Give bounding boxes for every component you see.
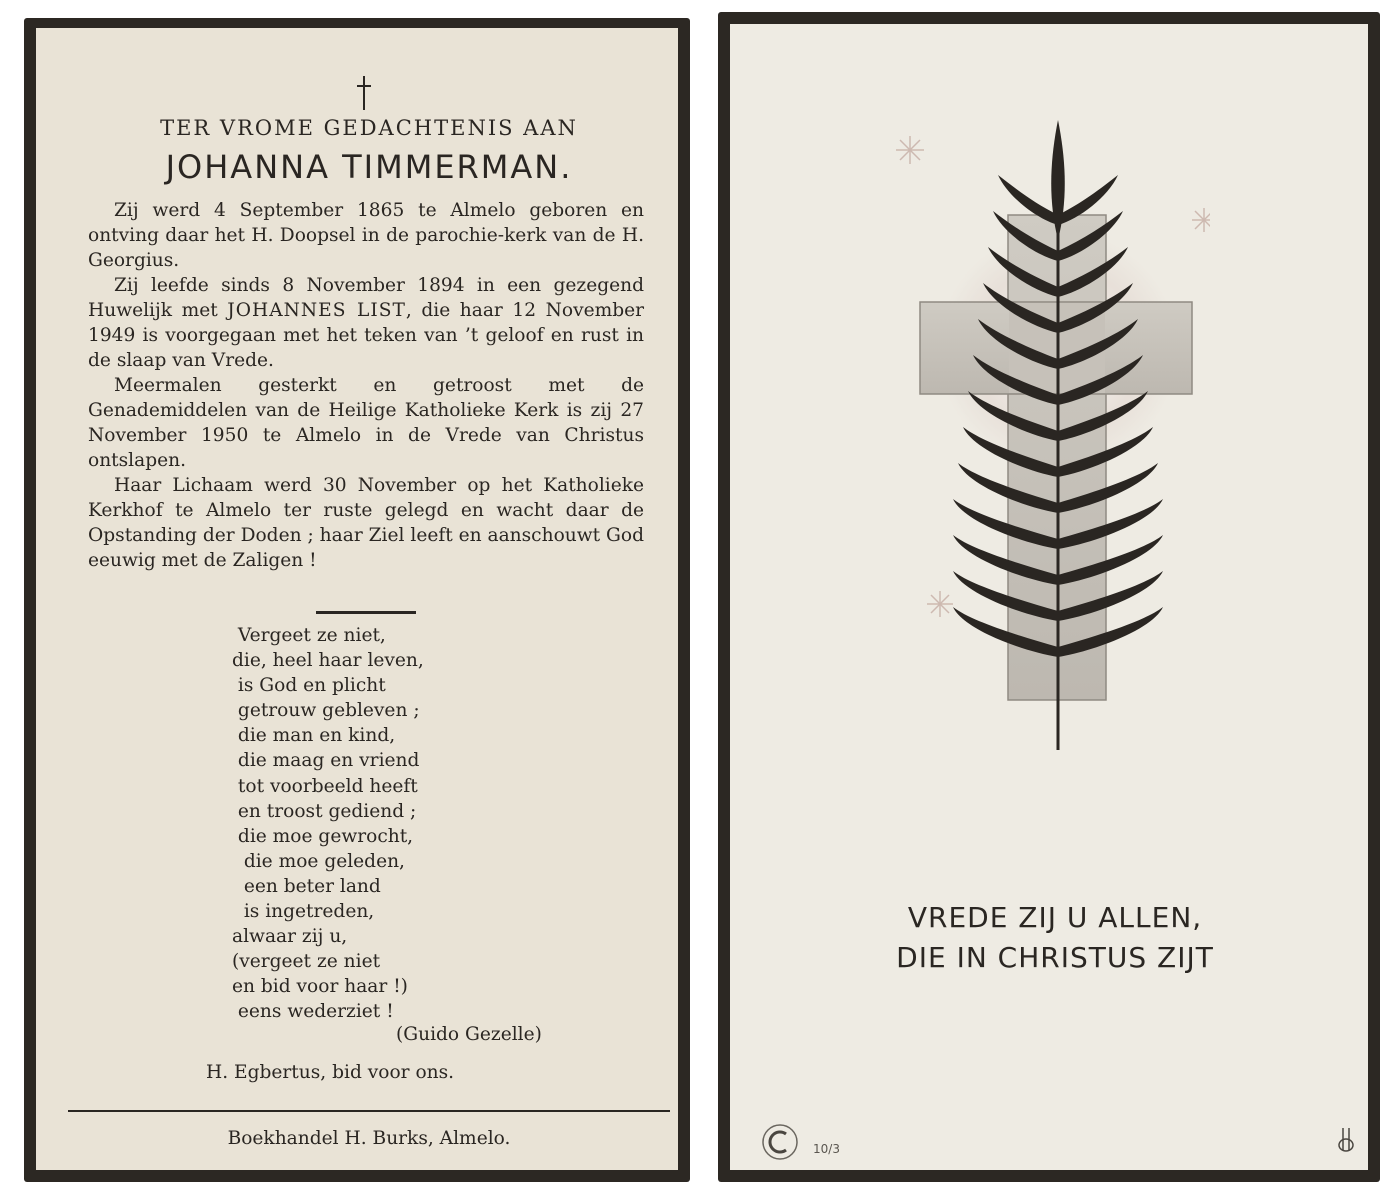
dedication-heading: TER VROME GEDACHTENIS AAN [160,116,578,140]
bio-paragraph-death: Meermalen gesterkt en getroost met de Genademiddelen van de Heilige Katholieke Kerk is zij 27 November 1950 te Almelo in de Vrede van Christus ontslapen. [88,375,644,471]
poem-line: die moe geleden, [232,850,405,872]
poem-line: is ingetreden, [232,901,375,923]
print-code: 10/3 [813,1142,840,1156]
poem-line: is God en plicht [232,675,386,697]
motto-line-1: VREDE ZIJ U ALLEN, [907,901,1203,934]
bio-paragraph-marriage: Zij leefde sinds 8 November 1894 in een gezegend Huwelijk met JOHANNES LIST, die haar 12 November 1949 is voorgegaan met het teken van ’t geloof en rust in de slaap van Vrede. [88,275,644,371]
poem-line: Vergeet ze niet, [232,625,386,646]
bio-paragraph-birth: Zij werd 4 September 1865 te Almelo geboren en ontving daar het H. Doopsel in de parochie-kerk van de H. Georgius. [88,200,644,271]
publisher-logo-icon [760,1122,800,1162]
poem-line: die, heel haar leven, [232,650,424,672]
poem-line: die man en kind, [232,725,396,747]
poem-line: (vergeet ze niet [232,951,381,973]
bio-paragraph-burial: Haar Lichaam werd 30 November op het Katholieke Kerkhof te Almelo ter ruste gelegd en wacht daar de Opstanding der Doden ; haar Ziel leeft en aanschouwt God eeuwig met de Zaligen ! [88,475,644,571]
poem-line: die maag en vriend [232,750,420,772]
cross-with-palm-illustration [880,110,1210,760]
poem-line: een beter land [232,875,381,897]
poem-author: (Guido Gezelle) [396,1024,542,1045]
motto [718,898,1386,978]
poem-line: die moe gewrocht, [232,825,414,847]
poem-line: tot voorbeeld heeft [232,775,418,797]
footer-divider [68,1110,670,1112]
deceased-name: JOHANNA TIMMERMAN. [165,148,573,186]
poem-line: alwaar zij u, [232,926,348,948]
poem-line: en troost gediend ; [232,800,417,822]
prayer-line: H. Egbertus, bid voor ons. [206,1062,455,1083]
biography [88,198,644,573]
section-divider [316,611,416,614]
poem-line: getrouw gebleven ; [232,700,420,722]
poem [232,623,592,1025]
spouse-name: JOHANNES LIST [227,300,406,321]
motto-line-2: DIE IN CHRISTUS ZIJT [896,941,1214,974]
printer-credit: Boekhandel H. Burks, Almelo. [227,1128,511,1149]
poem-line: en bid voor haar !) [232,976,408,998]
artist-monogram-icon [1336,1124,1356,1154]
latin-cross-icon [357,76,371,110]
poem-line: eens wederziet ! [232,1001,394,1023]
